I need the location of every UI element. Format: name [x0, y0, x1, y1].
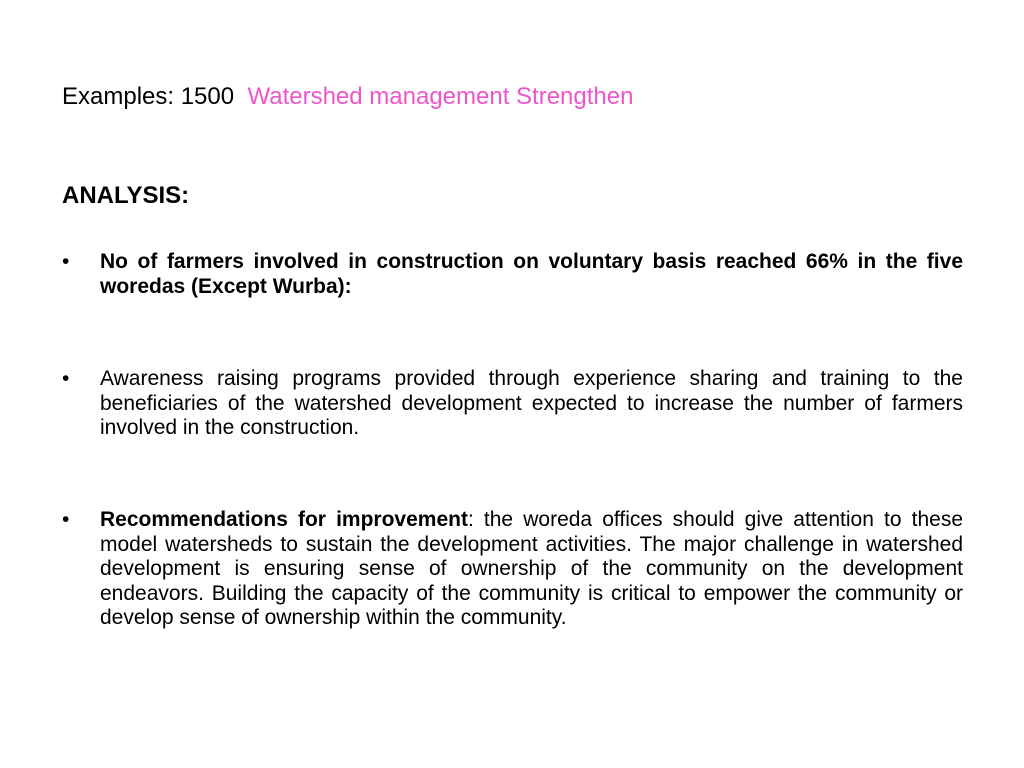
- title-prefix: Examples: 1500: [62, 83, 235, 110]
- bullet-body-text: : the woreda offices should give attention to these model watersheds to sustain the development activities. The major challenge in watershed development is ensuring sense of ownership of the community on the development endeavors. Building the capacity of the community is critical to empower the community or develop sense of ownership within the community.: [100, 508, 963, 629]
- bullet-icon: •: [62, 250, 70, 273]
- bullet-bold-text: Recommendations for improvement: [100, 508, 468, 531]
- analysis-heading: ANALYSIS:: [62, 182, 190, 209]
- bullet-bold-text: No of farmers involved in construction on voluntary basis reached 66% in the five woredas (Except Wurba):: [100, 250, 963, 298]
- bullet-icon: •: [62, 367, 70, 390]
- bullet-body-text: Awareness raising programs provided through experience sharing and training to the beneficiaries of the watershed development expected to increase the number of farmers involved in the construction.: [100, 367, 963, 439]
- bullet-text: [100, 367, 963, 441]
- bullet-icon: •: [62, 508, 70, 531]
- bullet-item-awareness-raising: [62, 367, 963, 441]
- bullet-item-farmers-involved: [62, 250, 963, 299]
- bullet-text: [100, 508, 963, 631]
- bullet-item-recommendations: [62, 508, 963, 631]
- slide-title: [62, 82, 633, 112]
- bullet-text: [100, 250, 963, 299]
- title-highlight: Watershed management Strengthen: [247, 83, 634, 110]
